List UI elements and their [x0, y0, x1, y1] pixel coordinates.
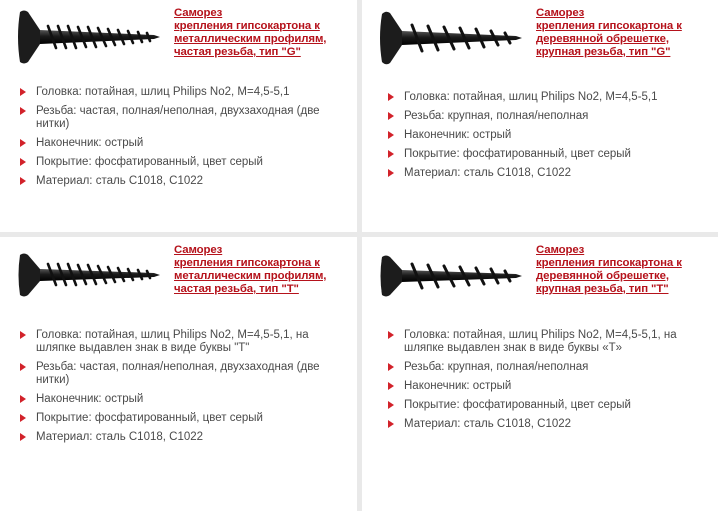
- spec-item: [20, 412, 340, 425]
- drywall-screw-icon: [376, 6, 524, 68]
- spec-text: Покрытие: фосфатированный, цвет серый: [36, 156, 263, 168]
- red-triangle-bullet-icon: [20, 158, 26, 166]
- spec-item: [20, 431, 340, 444]
- red-triangle-bullet-icon: [388, 331, 394, 339]
- red-triangle-bullet-icon: [388, 150, 394, 158]
- spec-text: Наконечник: острый: [404, 129, 512, 141]
- title-line: Саморез: [174, 7, 223, 19]
- product-card-2: [362, 0, 718, 232]
- red-triangle-bullet-icon: [388, 401, 394, 409]
- spec-list: [388, 91, 708, 186]
- spec-list: [388, 329, 708, 437]
- spec-text: Наконечник: острый: [36, 393, 144, 405]
- title-line: крепления гипсокартона к: [536, 20, 682, 32]
- spec-text: Материал: сталь С1018, С1022: [404, 167, 572, 179]
- red-triangle-bullet-icon: [388, 131, 394, 139]
- product-card-1: [0, 0, 357, 232]
- drywall-screw-icon: [14, 243, 162, 305]
- spec-item: [388, 329, 708, 355]
- spec-item: [388, 418, 708, 431]
- red-triangle-bullet-icon: [20, 331, 26, 339]
- spec-text: Резьба: крупная, полная/неполная: [404, 361, 589, 373]
- spec-item: [388, 91, 708, 104]
- spec-text: Головка: потайная, шлиц Philips No2, M=4,5-5,1: [404, 91, 658, 103]
- spec-item: [20, 137, 340, 150]
- red-triangle-bullet-icon: [20, 414, 26, 422]
- title-line: деревянной обрешетке,: [536, 270, 669, 282]
- title-line: крепления гипсокартона к: [174, 20, 320, 32]
- red-triangle-bullet-icon: [20, 88, 26, 96]
- product-card-4: [362, 237, 718, 511]
- spec-item: [20, 105, 340, 131]
- spec-text: Головка: потайная, шлиц Philips No2, M=4,5-5,1, на шляпке выдавлен знак в виде буквы "T": [36, 329, 309, 354]
- spec-item: [388, 129, 708, 142]
- red-triangle-bullet-icon: [388, 112, 394, 120]
- spec-item: [388, 110, 708, 123]
- spec-text: Покрытие: фосфатированный, цвет серый: [404, 148, 631, 160]
- product-title[interactable]: [536, 244, 716, 296]
- spec-text: Покрытие: фосфатированный, цвет серый: [36, 412, 263, 424]
- spec-item: [388, 167, 708, 180]
- spec-text: Материал: сталь С1018, С1022: [404, 418, 572, 430]
- spec-item: [388, 148, 708, 161]
- spec-item: [388, 399, 708, 412]
- spec-text: Резьба: частая, полная/неполная, двухзаходная (две нитки): [36, 105, 320, 130]
- red-triangle-bullet-icon: [388, 382, 394, 390]
- spec-text: Резьба: частая, полная/неполная, двухзаходная (две нитки): [36, 361, 320, 386]
- spec-text: Покрытие: фосфатированный, цвет серый: [404, 399, 631, 411]
- spec-item: [20, 175, 340, 188]
- spec-text: Материал: сталь С1018, С1022: [36, 431, 204, 443]
- product-card-3: [0, 237, 357, 511]
- spec-text: Головка: потайная, шлиц Philips No2, M=4,5-5,1: [36, 86, 290, 98]
- spec-item: [20, 361, 340, 387]
- red-triangle-bullet-icon: [20, 363, 26, 371]
- spec-item: [20, 393, 340, 406]
- spec-text: Наконечник: острый: [36, 137, 144, 149]
- spec-item: [388, 361, 708, 374]
- spec-item: [20, 156, 340, 169]
- title-line: деревянной обрешетке,: [536, 33, 669, 45]
- red-triangle-bullet-icon: [388, 93, 394, 101]
- spec-list: [20, 329, 340, 450]
- red-triangle-bullet-icon: [388, 420, 394, 428]
- title-line: крупная резьба, тип "T": [536, 283, 669, 295]
- drywall-screw-icon: [376, 243, 524, 305]
- spec-text: Наконечник: острый: [404, 380, 512, 392]
- title-line: частая резьба, тип "T": [174, 283, 299, 295]
- title-line: металлическим профилям,: [174, 33, 327, 45]
- product-title[interactable]: [174, 244, 354, 296]
- title-line: Саморез: [174, 244, 223, 256]
- product-title[interactable]: [536, 7, 716, 59]
- drywall-screw-icon: [14, 6, 162, 68]
- red-triangle-bullet-icon: [20, 107, 26, 115]
- title-line: Саморез: [536, 7, 585, 19]
- spec-list: [20, 86, 340, 194]
- spec-text: Резьба: крупная, полная/неполная: [404, 110, 589, 122]
- title-line: крупная резьба, тип "G": [536, 46, 671, 58]
- spec-text: Головка: потайная, шлиц Philips No2, M=4,5-5,1, на шляпке выдавлен знак в виде буквы «T»: [404, 329, 677, 354]
- red-triangle-bullet-icon: [20, 139, 26, 147]
- title-line: крепления гипсокартона к: [174, 257, 320, 269]
- red-triangle-bullet-icon: [20, 433, 26, 441]
- title-line: Саморез: [536, 244, 585, 256]
- title-line: частая резьба, тип "G": [174, 46, 301, 58]
- red-triangle-bullet-icon: [20, 395, 26, 403]
- spec-text: Материал: сталь С1018, С1022: [36, 175, 204, 187]
- title-line: крепления гипсокартона к: [536, 257, 682, 269]
- red-triangle-bullet-icon: [20, 177, 26, 185]
- spec-item: [20, 86, 340, 99]
- spec-item: [20, 329, 340, 355]
- red-triangle-bullet-icon: [388, 363, 394, 371]
- product-title[interactable]: [174, 7, 354, 59]
- spec-item: [388, 380, 708, 393]
- title-line: металлическим профилям,: [174, 270, 327, 282]
- red-triangle-bullet-icon: [388, 169, 394, 177]
